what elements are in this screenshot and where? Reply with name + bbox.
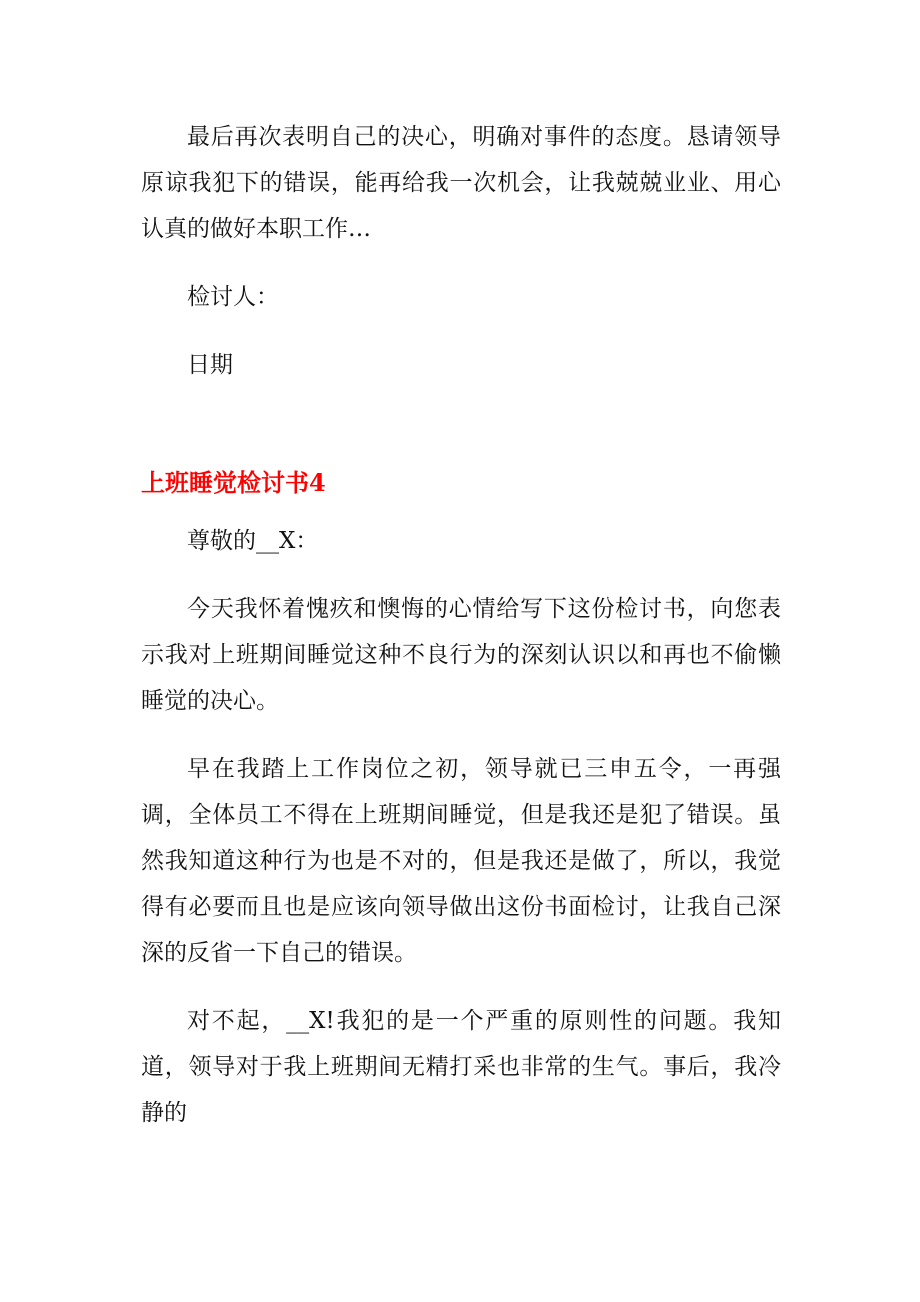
signer-line: 检讨人： <box>187 284 279 310</box>
closing-paragraph: 最后再次表明自己的决心，明确对事件的态度。恳请领导原谅我犯下的错误，能再给我一次机会，让我兢兢业业、用心认真的做好本职工作… <box>141 124 781 242</box>
body-paragraph-2: 早在我踏上工作岗位之初，领导就已三申五令，一再强调，全体员工不得在上班期间睡觉，但是我还是犯了错误。虽然我知道这种行为也是不对的，但是我还是做了，所以，我觉得有必要而且也是应该向领导做出这份书面检讨，让我自己深深的反省一下自己的错误。 <box>141 756 781 966</box>
body-paragraph-3: 对不起，__X!我犯的是一个严重的原则性的问题。我知道，领导对于我上班期间无精打采也非常的生气。事后，我冷静的 <box>141 1008 781 1126</box>
section-title: 上班睡觉检讨书4 <box>141 468 326 497</box>
body-paragraph-1: 今天我怀着愧疚和懊悔的心情给写下这份检讨书，向您表示我对上班期间睡觉这种不良行为的深刻认识以和再也不偷懒睡觉的决心。 <box>141 596 781 714</box>
document-body <box>141 114 781 1158</box>
salutation: 尊敬的__X： <box>187 528 319 554</box>
date-line: 日期 <box>187 352 233 378</box>
